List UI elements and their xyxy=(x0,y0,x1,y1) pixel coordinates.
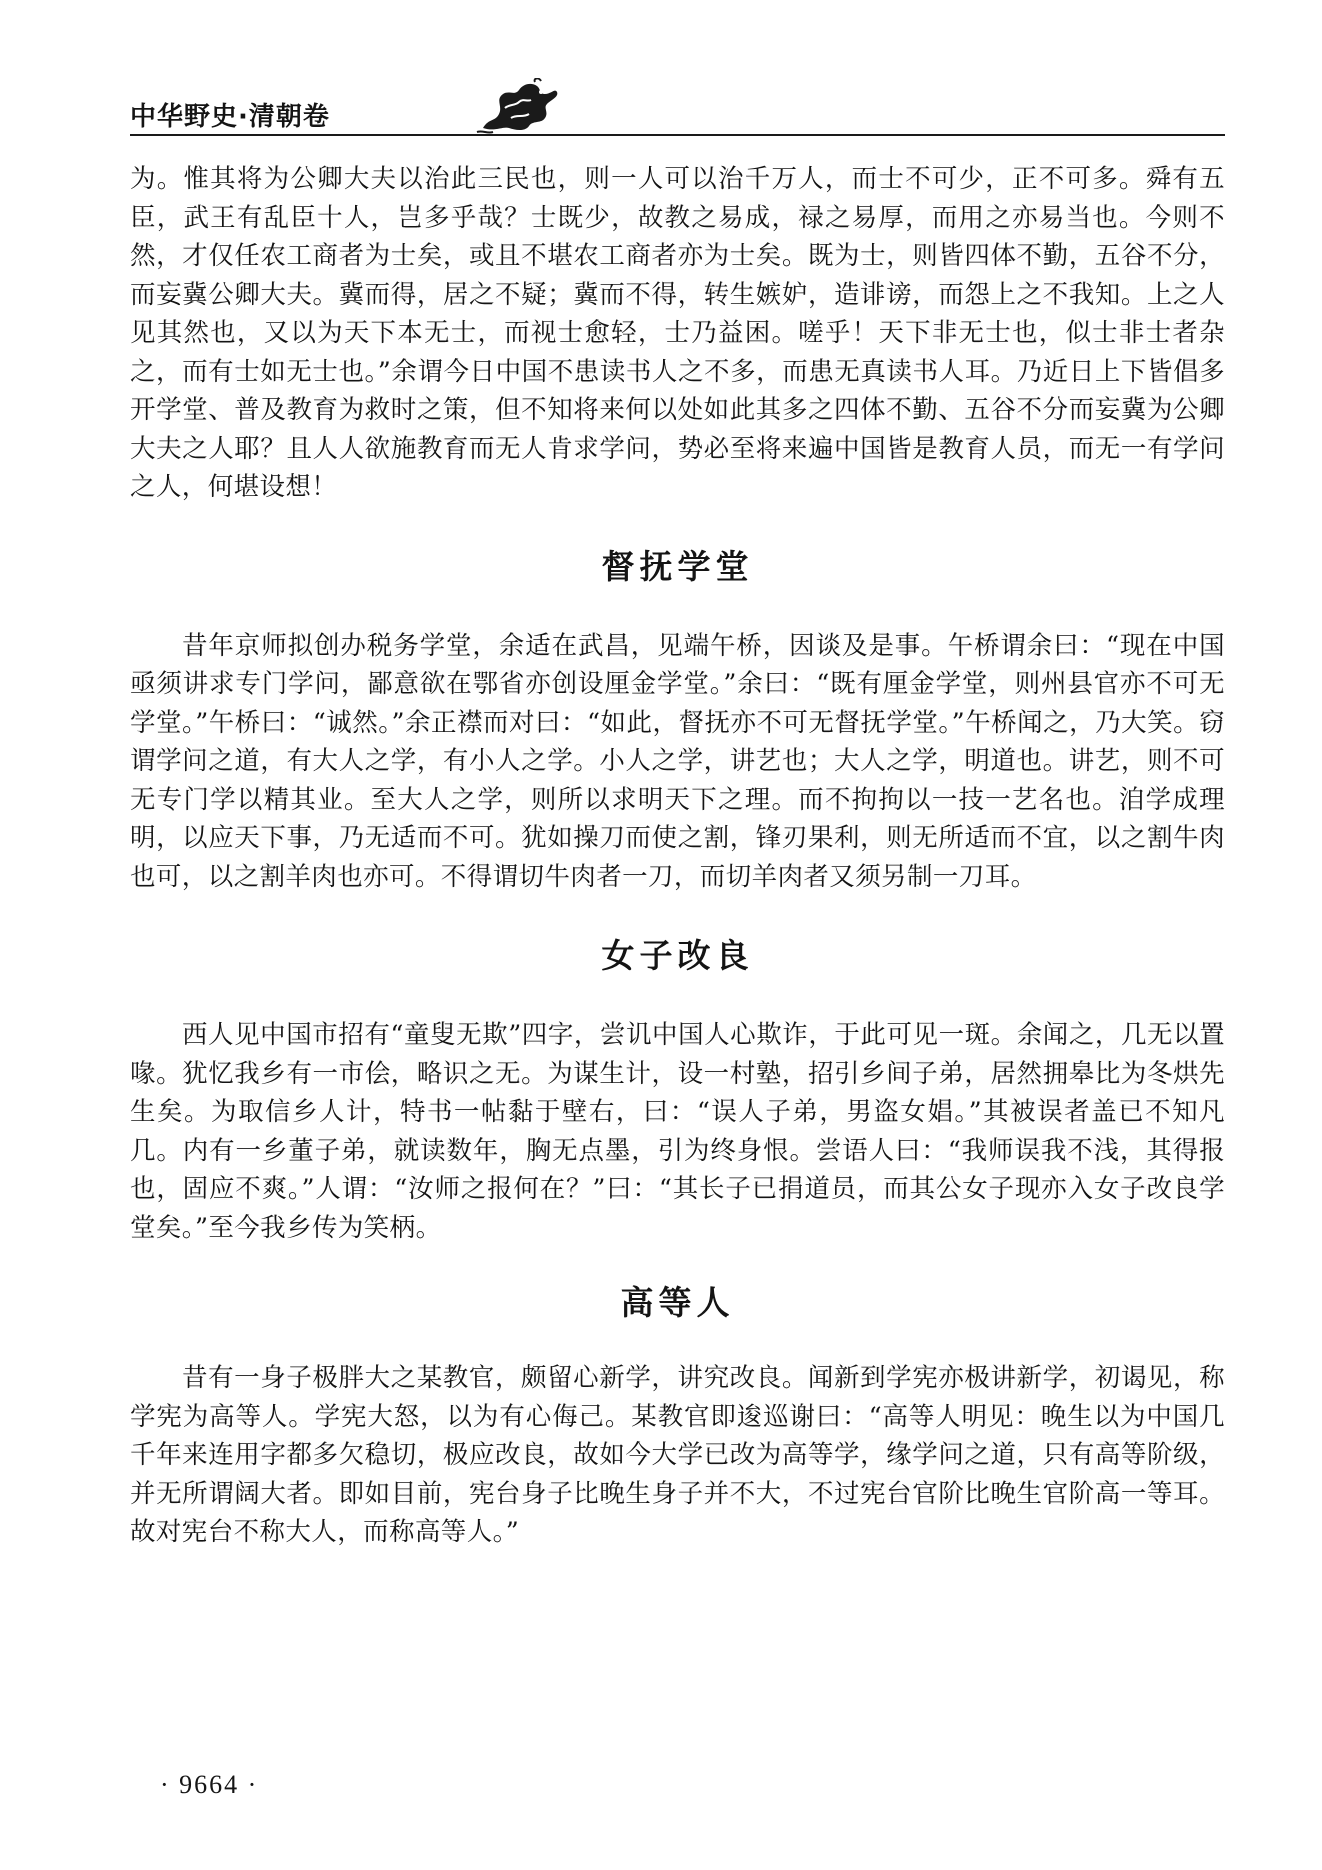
paragraph-dufu-xuetang: 昔年京师拟创办税务学堂，余适在武昌，见端午桥，因谈及是事。午桥谓余曰：“现在中国亟须讲求专门学问，鄙意欲在鄂省亦创设厘金学堂。”余曰：“既有厘金学堂，则州县官亦不可无学堂。”午桥曰：“诚然。”余正襟而对曰：“如此，督抚亦不可无督抚学堂。”午桥闻之，乃大笑。窃谓学问之道，有大人之学，有小人之学。小人之学，讲艺也；大人之学，明道也。讲艺，则不可无专门学以精其业。至大人之学，则所以求明天下之理。而不拘拘以一技一艺名也。洎学成理明，以应天下事，乃无适而不可。犹如操刀而使之割，锋刃果利，则无所适而不宜，以之割牛肉也可，以之割羊肉也亦可。不得谓切牛肉者一刀，而切羊肉者又须另制一刀耳。 xyxy=(130,630,1225,892)
section-heading-gaodengren: 高等人 xyxy=(620,1283,735,1322)
section-heading-dufu-xuetang: 督抚学堂 xyxy=(601,546,754,586)
section-heading-nuzi-gailiang: 女子改良 xyxy=(601,936,754,975)
page-header xyxy=(130,78,1225,140)
paragraph-continued: 为。惟其将为公卿大夫以治此三民也，则一人可以治千万人，而士不可少，正不可多。舜有五臣，武王有乱臣十人，岂多乎哉？士既少，故教之易成，禄之易厚，而用之亦易当也。今则不然，才仅任农工商者为士矣，或且不堪农工商者亦为士矣。既为士，则皆四体不勤，五谷不分，而妄冀公卿大夫。冀而得，居之不疑；冀而不得，转生嫉妒，造诽谤，而怨上之不我知。上之人见其然也，又以为天下本无士，而视士愈轻，士乃益困。嗟乎！天下非无士也，似士非士者杂之，而有士如无士也。”余谓今日中国不患读书人之不多，而患无真读书人耳。乃近日上下皆倡多开学堂、普及教育为救时之策，但不知将来何以处如此其多之四体不勤、五谷不分而妄冀为公卿大夫之人耶？且人人欲施教育而无人肯求学问，势必至将来遍中国皆是教育人员，而无一有学问之人，何堪设想！ xyxy=(130,164,1225,502)
paragraph-nuzi-gailiang: 西人见中国市招有“童叟无欺”四字，尝讥中国人心欺诈，于此可见一斑。余闻之，几无以置喙。犹忆我乡有一市侩，略识之无。为谋生计，设一村塾，招引乡间子弟，居然拥皋比为冬烘先生矣。为取信乡人计，特书一帖黏于壁右，曰：“误人子弟，男盗女娼。”其被误者盖已不知凡几。内有一乡董子弟，就读数年，胸无点墨，引为终身恨。尝语人曰：“我师误我不浅，其得报也，固应不爽。”人谓：“汝师之报何在？”曰：“其长子已捐道员，而其公女子现亦入女子改良学堂矣。”至今我乡传为笑柄。 xyxy=(130,1020,1225,1243)
page-number: · 9664 · xyxy=(160,1770,259,1799)
page-body xyxy=(130,160,1225,1552)
book-title: 中华野史·清朝卷 xyxy=(130,102,330,132)
dragon-emblem-icon xyxy=(475,78,561,136)
paragraph-gaodengren: 昔有一身子极胖大之某教官，颇留心新学，讲究改良。闻新到学宪亦极讲新学，初谒见，称学宪为高等人。学宪大怒，以为有心侮己。某教官即逡巡谢曰：“高等人明见：晚生以为中国几千年来连用字都多欠稳切，极应改良，故如今大学已改为高等学，缘学问之道，只有高等阶级，并无所谓阔大者。即如目前，宪台身子比晚生身子并不大，不过宪台官阶比晚生官阶高一等耳。故对宪台不称大人，而称高等人。” xyxy=(130,1363,1225,1547)
header-rule xyxy=(130,134,1225,136)
